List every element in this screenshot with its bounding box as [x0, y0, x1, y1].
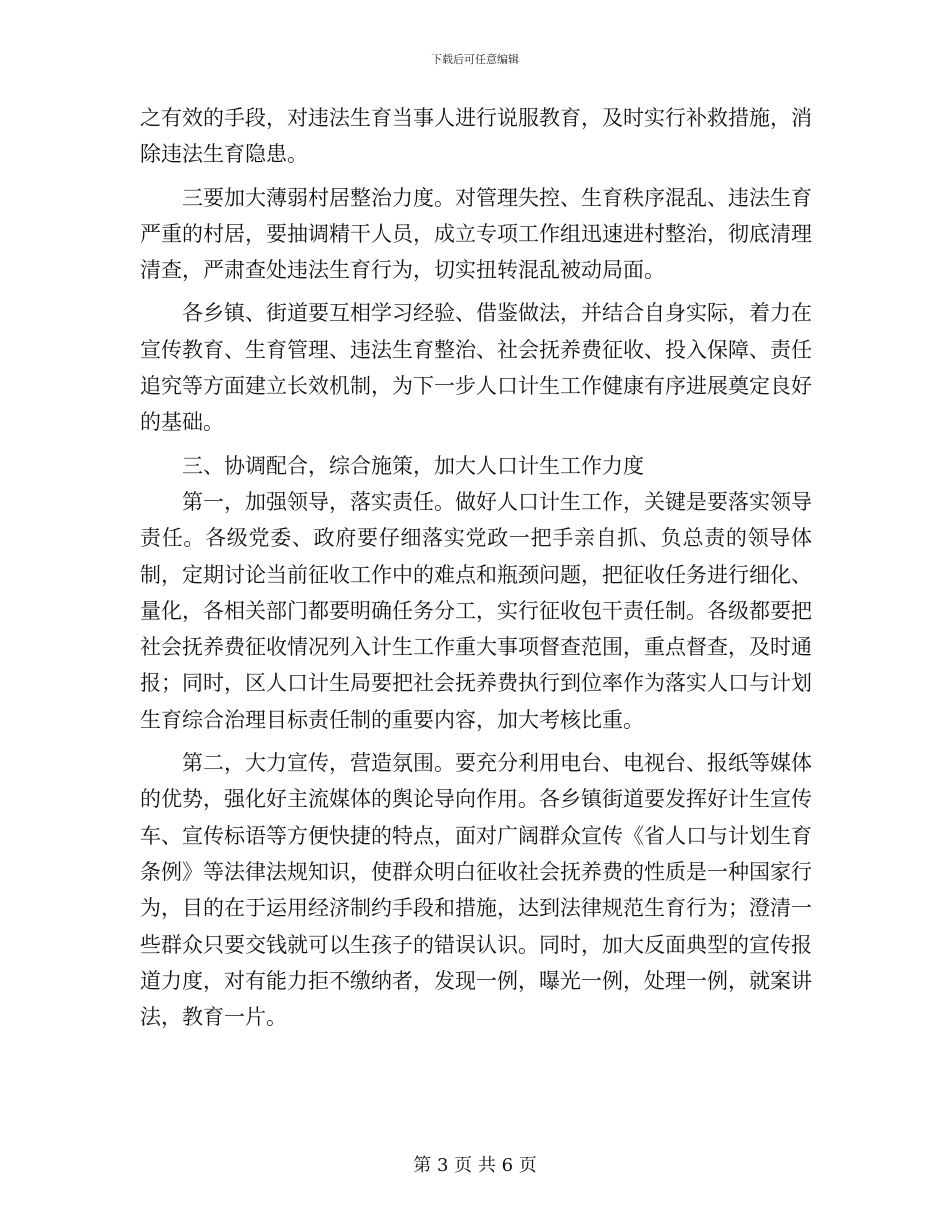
- page-number: 第 3 页 共 6 页: [413, 1155, 537, 1176]
- paragraph: 各乡镇、街道要互相学习经验、借鉴做法，并结合自身实际，着力在宣传教育、生育管理、违法生育整治、社会抚养费征收、投入保障、责任追究等方面建立长效机制，为下一步人口计生工作健康有序进展奠定良好的基础。: [140, 301, 812, 435]
- section-heading: 三、协调配合，综合施策，加大人口计生工作力度: [182, 453, 644, 478]
- paragraph: 第二，大力宣传，营造氛围。要充分利用电台、电视台、报纸等媒体的优势，强化好主流媒体的舆论导向作用。各乡镇街道要发挥好计生宣传车、宣传标语等方便快捷的特点，面对广阔群众宣传《省人口与计划生育条例》等法律法规知识，使群众明白征收社会抚养费的性质是一种国家行为，目的在于运用经济制约手段和措施，达到法律规范生育行为；澄清一些群众只要交钱就可以生孩子的错误认识。同时，加大反面典型的宣传报道力度，对有能力拒不缴纳者，发现一例，曝光一例，处理一例，就案讲法，教育一片。: [140, 751, 812, 1030]
- page-header-note: 下载后可任意编辑: [431, 53, 519, 66]
- paragraph: 三要加大薄弱村居整治力度。对管理失控、生育秩序混乱、违法生育严重的村居，要抽调精干人员，成立专项工作组迅速进村整治，彻底清理清查，严肃查处违法生育行为，切实扭转混乱被动局面。: [140, 185, 812, 283]
- paragraph: 第一，加强领导，落实责任。做好人口计生工作，关键是要落实领导责任。各级党委、政府要仔细落实党政一把手亲自抓、负总责的领导体制，定期讨论当前征收工作中的难点和瓶颈问题，把征收任务进行细化、量化，各相关部门都要明确任务分工，实行征收包干责任制。各级都要把社会抚养费征收情况列入计生工作重大事项督查范围，重点督查，及时通报；同时，区人口计生局要把社会抚养费执行到位率作为落实人口与计划生育综合治理目标责任制的重要内容，加大考核比重。: [140, 489, 812, 732]
- paragraph-continuation: 之有效的手段，对违法生育当事人进行说服教育，及时实行补救措施，消除违法生育隐患。: [140, 106, 812, 167]
- document-body: [140, 100, 812, 1035]
